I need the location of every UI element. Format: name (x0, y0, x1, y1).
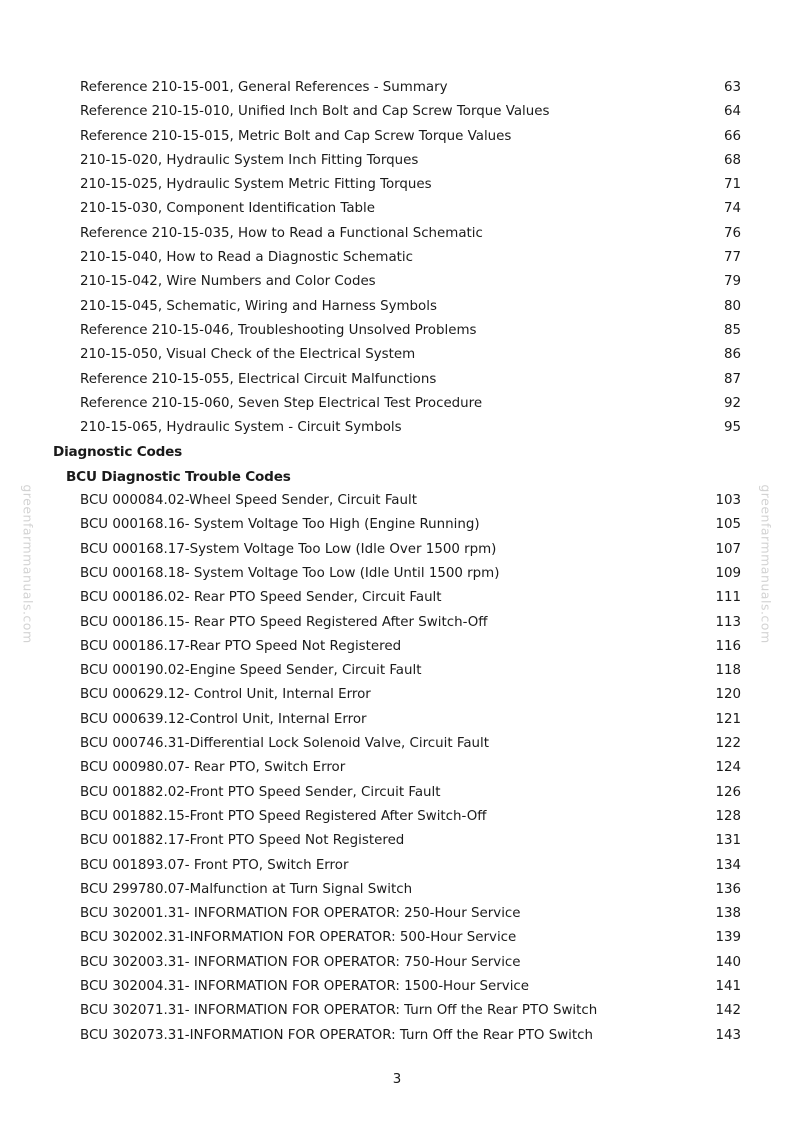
toc-entry-page: 107 (715, 541, 741, 557)
toc-entry-title: 210-15-040, How to Read a Diagnostic Schematic (80, 250, 414, 266)
watermark-left: greenfarmmanuals.com (20, 484, 36, 644)
table-of-contents (0, 76, 794, 1048)
toc-entry-title: BCU 000746.31-Differential Lock Solenoid Valve, Circuit Fault (80, 736, 490, 752)
toc-entry[interactable] (0, 854, 794, 878)
toc-entry-page: 134 (715, 857, 741, 873)
toc-entry-title: BCU 000639.12-Control Unit, Internal Error (80, 711, 367, 727)
toc-entry-title: BCU 302001.31- INFORMATION FOR OPERATOR: 250-Hour Service (80, 906, 521, 922)
toc-entry-title: Reference 210-15-001, General References - Summary (80, 80, 448, 95)
toc-entry[interactable] (0, 951, 794, 975)
toc-entry[interactable] (0, 1024, 794, 1048)
toc-entry[interactable] (0, 975, 794, 999)
toc-entry-page: 76 (723, 225, 741, 241)
toc-entry-title: BCU 000168.18- System Voltage Too Low (Idle Until 1500 rpm) (80, 565, 500, 581)
toc-entry[interactable] (0, 368, 794, 392)
watermark-right: greenfarmmanuals.com (758, 484, 774, 644)
toc-entry[interactable] (0, 611, 794, 635)
toc-entry-title: 210-15-065, Hydraulic System - Circuit Symbols (80, 420, 402, 436)
toc-entry-page: 121 (715, 711, 741, 727)
toc-entry-title: BCU 299780.07-Malfunction at Turn Signal Switch (80, 881, 413, 897)
toc-entry-title: Reference 210-15-046, Troubleshooting Unsolved Problems (80, 322, 477, 338)
toc-entry[interactable] (0, 173, 794, 197)
toc-entry[interactable] (0, 222, 794, 246)
toc-entry-page: 85 (723, 322, 741, 338)
toc-entry[interactable] (0, 683, 794, 707)
toc-entry-title: 210-15-025, Hydraulic System Metric Fitting Torques (80, 177, 432, 193)
toc-entry-page: 74 (723, 201, 741, 217)
toc-entry-page: 124 (715, 760, 741, 776)
toc-entry-page: 80 (723, 298, 741, 314)
toc-entry-page: 139 (715, 930, 741, 946)
toc-entry-title: Reference 210-15-015, Metric Bolt and Cap Screw Torque Values (80, 128, 512, 144)
toc-entry-page: 95 (723, 420, 741, 436)
toc-entry-title: BCU 000980.07- Rear PTO, Switch Error (80, 760, 346, 776)
toc-entry-title: BCU 302071.31- INFORMATION FOR OPERATOR: Turn Off the Rear PTO Switch (80, 1003, 598, 1019)
toc-subsection-heading[interactable] (0, 465, 794, 489)
toc-entry-title: BCU 302002.31-INFORMATION FOR OPERATOR: 500-Hour Service (80, 930, 517, 946)
toc-entry[interactable] (0, 149, 794, 173)
toc-entry[interactable] (0, 76, 794, 100)
toc-entry[interactable] (0, 343, 794, 367)
toc-entry[interactable] (0, 562, 794, 586)
toc-entry-title: BCU 001882.02-Front PTO Speed Sender, Circuit Fault (80, 784, 441, 800)
toc-entry-title: BCU 001882.17-Front PTO Speed Not Registered (80, 833, 405, 849)
toc-entry-page: 66 (723, 128, 741, 144)
toc-entry-page: 126 (715, 784, 741, 800)
toc-entry-page: 79 (723, 274, 741, 290)
toc-entry[interactable] (0, 999, 794, 1023)
toc-entry-page: 105 (715, 517, 741, 533)
toc-entry-title: BCU 000084.02-Wheel Speed Sender, Circuit Fault (80, 493, 417, 509)
toc-entry-page: 92 (723, 395, 741, 411)
toc-entry[interactable] (0, 635, 794, 659)
toc-entry[interactable] (0, 756, 794, 780)
toc-entry[interactable] (0, 829, 794, 853)
toc-entry-title: Reference 210-15-010, Unified Inch Bolt and Cap Screw Torque Values (80, 104, 550, 120)
toc-entry-title: BCU 001893.07- Front PTO, Switch Error (80, 857, 349, 873)
toc-entry-page: 140 (715, 954, 741, 970)
toc-entry-title: BCU 000168.16- System Voltage Too High (Engine Running) (80, 517, 480, 533)
toc-entry-page: 138 (715, 906, 741, 922)
toc-entry[interactable] (0, 708, 794, 732)
page-number: 3 (392, 1072, 402, 1087)
toc-entry-page: 142 (715, 1003, 741, 1019)
toc-entry-page: 109 (715, 565, 741, 581)
toc-entry-title: BCU 000186.17-Rear PTO Speed Not Registered (80, 638, 402, 654)
toc-entry[interactable] (0, 125, 794, 149)
toc-entry-title: BCU 302073.31-INFORMATION FOR OPERATOR: Turn Off the Rear PTO Switch (80, 1027, 593, 1043)
toc-entry-page: 122 (715, 736, 741, 752)
toc-entry-title: BCU 000168.17-System Voltage Too Low (Idle Over 1500 rpm) (80, 541, 497, 557)
toc-section-heading[interactable] (0, 440, 794, 464)
toc-entry-page: 86 (723, 347, 741, 363)
toc-entry[interactable] (0, 246, 794, 270)
toc-entry[interactable] (0, 586, 794, 610)
toc-entry[interactable] (0, 513, 794, 537)
toc-entry-page: 63 (723, 80, 741, 95)
toc-entry-title: BCU 000186.15- Rear PTO Speed Registered After Switch-Off (80, 614, 488, 630)
toc-entry-title: BCU 000629.12- Control Unit, Internal Error (80, 687, 371, 703)
toc-entry-title: BCU Diagnostic Trouble Codes (66, 468, 291, 485)
toc-entry-title: 210-15-050, Visual Check of the Electrical System (80, 347, 416, 363)
toc-entry-page: 87 (723, 371, 741, 387)
toc-entry-title: BCU 000186.02- Rear PTO Speed Sender, Circuit Fault (80, 590, 442, 606)
toc-entry-page: 141 (715, 978, 741, 994)
toc-entry-title: 210-15-030, Component Identification Table (80, 201, 376, 217)
toc-entry[interactable] (0, 902, 794, 926)
toc-entry-title: Diagnostic Codes (53, 444, 183, 461)
toc-entry-page: 68 (723, 152, 741, 168)
toc-entry[interactable] (0, 319, 794, 343)
toc-entry-title: BCU 001882.15-Front PTO Speed Registered After Switch-Off (80, 808, 487, 824)
toc-entry[interactable] (0, 659, 794, 683)
toc-entry-page: 136 (715, 881, 741, 897)
toc-entry-page: 103 (715, 493, 741, 509)
toc-entry[interactable] (0, 100, 794, 124)
toc-entry-page: 120 (715, 687, 741, 703)
toc-entry-page: 77 (723, 250, 741, 266)
toc-entry-title: Reference 210-15-035, How to Read a Functional Schematic (80, 225, 483, 241)
toc-entry-title: 210-15-020, Hydraulic System Inch Fitting Torques (80, 152, 419, 168)
toc-entry[interactable] (0, 878, 794, 902)
toc-entry-page: 113 (715, 614, 741, 630)
toc-entry-page: 116 (715, 638, 741, 654)
toc-entry-title: Reference 210-15-060, Seven Step Electrical Test Procedure (80, 395, 483, 411)
toc-entry-title: 210-15-045, Schematic, Wiring and Harness Symbols (80, 298, 437, 314)
toc-entry-page: 64 (723, 104, 741, 120)
toc-entry[interactable] (0, 732, 794, 756)
toc-entry-page: 128 (715, 808, 741, 824)
toc-entry-page: 71 (723, 177, 741, 193)
toc-entry[interactable] (0, 489, 794, 513)
toc-entry-page: 111 (715, 590, 741, 606)
toc-entry[interactable] (0, 270, 794, 294)
toc-entry-title: BCU 302003.31- INFORMATION FOR OPERATOR: 750-Hour Service (80, 954, 521, 970)
toc-entry-page: 118 (715, 663, 741, 679)
toc-entry-title: Reference 210-15-055, Electrical Circuit Malfunctions (80, 371, 437, 387)
toc-entry[interactable] (0, 392, 794, 416)
toc-entry-title: BCU 000190.02-Engine Speed Sender, Circuit Fault (80, 663, 422, 679)
toc-entry[interactable] (0, 805, 794, 829)
toc-entry-page: 131 (715, 833, 741, 849)
toc-entry-page: 143 (715, 1027, 741, 1043)
toc-entry[interactable] (0, 295, 794, 319)
toc-entry[interactable] (0, 197, 794, 221)
toc-entry-title: BCU 302004.31- INFORMATION FOR OPERATOR: 1500-Hour Service (80, 978, 530, 994)
toc-entry[interactable] (0, 416, 794, 440)
toc-entry-title: 210-15-042, Wire Numbers and Color Codes (80, 274, 376, 290)
toc-entry[interactable] (0, 781, 794, 805)
toc-entry[interactable] (0, 538, 794, 562)
toc-entry[interactable] (0, 926, 794, 950)
